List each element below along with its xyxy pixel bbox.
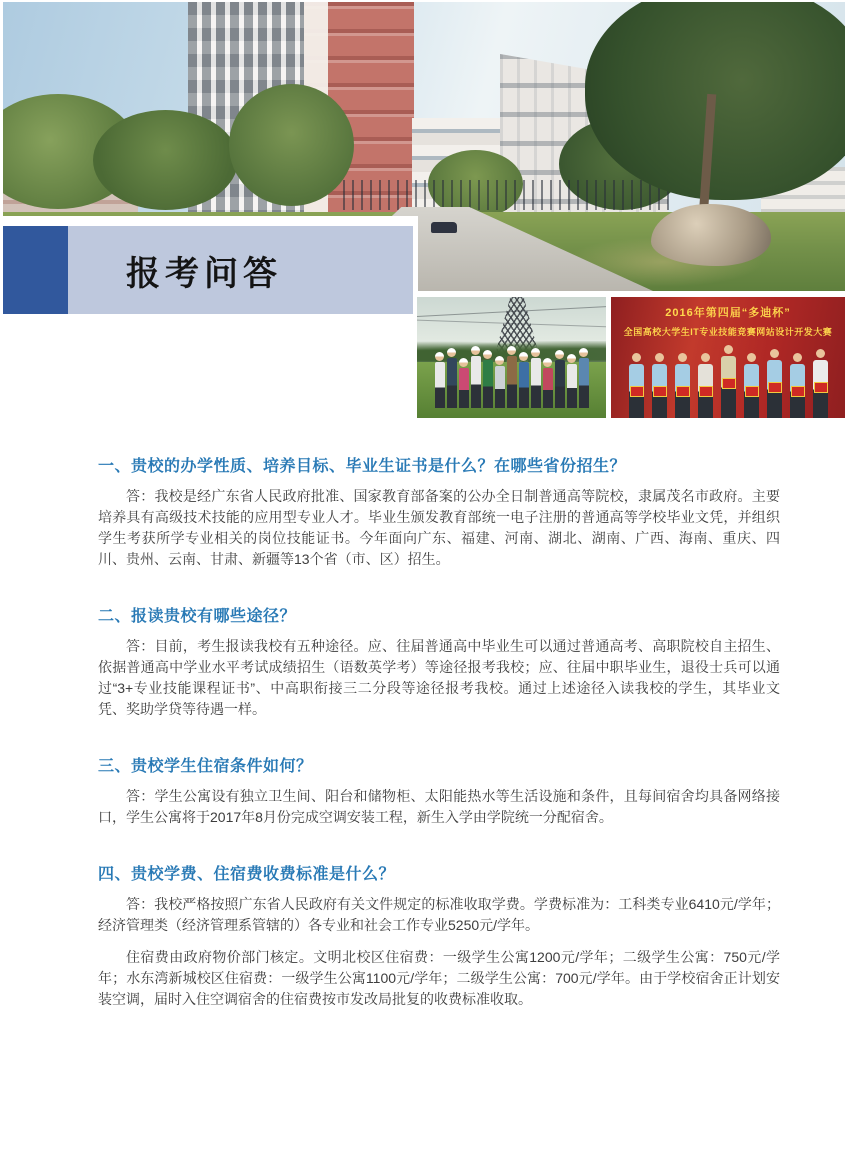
answer-paragraph: 答：我校严格按照广东省人民政府有关文件规定的标准收取学费。学费标准为：工科类专业6410元/学年；经济管理类（经济管理系管辖的）各专业和社会工作专业5250元/学年。 bbox=[98, 896, 780, 933]
title-banner bbox=[3, 226, 413, 314]
person-figure bbox=[813, 360, 828, 418]
person-figure bbox=[698, 364, 713, 418]
person-figure bbox=[629, 364, 644, 418]
person-figure bbox=[579, 358, 589, 408]
person-figure bbox=[721, 356, 736, 418]
answer-paragraph: 答：学生公寓设有独立卫生间、阳台和储物柜、太阳能热水等生活设施和条件，且每间宿舍均具备网络接口，学生公寓将于2017年8月份完成空调安装工程，新生入学由学院统一分配宿舍。 bbox=[98, 788, 780, 825]
students-hardhat-group-photo bbox=[417, 297, 606, 418]
qa-section-4 bbox=[98, 865, 780, 1010]
person-figure bbox=[652, 364, 667, 418]
qa-content bbox=[98, 457, 780, 1047]
question-heading: 四、贵校学费、住宿费收费标准是什么？ bbox=[98, 866, 396, 883]
answer-paragraph: 答：我校是经广东省人民政府批准、国家教育部备案的公办全日制普通高等院校，隶属茂名市政府。主要培养具有高级技术技能的应用型专业人才。毕业生颁发教育部统一电子注册的普通高等学校毕业文凭，并组织学生考获所学专业相关的岗位技能证书。今年面向广东、福建、河南、湖北、湖南、广西、海南、重庆、四川、贵州、云南、甘肃、新疆等13个省（市、区）招生。 bbox=[98, 488, 780, 567]
person-figure bbox=[435, 362, 445, 408]
question-heading: 二、报读贵校有哪些途径？ bbox=[98, 608, 297, 625]
person-figure bbox=[483, 360, 493, 408]
award-banner-subtitle: 全国高校大学生IT专业技能竞赛网站设计开发大赛 bbox=[623, 327, 833, 337]
question-heading: 一、贵校的办学性质、培养目标、毕业生证书是什么？在哪些省份招生？ bbox=[98, 458, 627, 475]
parked-car bbox=[431, 222, 457, 233]
person-figure bbox=[507, 356, 517, 408]
qa-section-3 bbox=[98, 757, 780, 828]
qa-section-2 bbox=[98, 607, 780, 720]
person-figure bbox=[555, 360, 565, 408]
banner-bar bbox=[68, 226, 413, 314]
person-figure bbox=[447, 358, 457, 408]
person-figure bbox=[531, 358, 541, 408]
person-figure bbox=[519, 362, 529, 408]
person-figure bbox=[790, 364, 805, 418]
person-figure bbox=[744, 364, 759, 418]
person-figure bbox=[567, 364, 577, 408]
student-crowd bbox=[417, 356, 606, 408]
answer-paragraph: 住宿费由政府物价部门核定。文明北校区住宿费：一级学生公寓1200元/学年；二级学生公寓：750元/学年；水东湾新城校区住宿费：一级学生公寓1100元/学年；二级学生公寓：700元/学年。由于学校宿舍正计划安装空调，届时入住空调宿舍的住宿费按市发改局批复的收费标准收取。 bbox=[98, 949, 780, 1007]
tree-canopy bbox=[229, 84, 354, 206]
tree-canopy bbox=[93, 110, 238, 210]
person-figure bbox=[471, 356, 481, 408]
award-ceremony-photo bbox=[611, 297, 845, 418]
banner-accent-square bbox=[3, 226, 68, 314]
person-figure bbox=[675, 364, 690, 418]
person-figure bbox=[495, 366, 505, 408]
iron-fence bbox=[343, 180, 673, 210]
landscape-rock bbox=[651, 204, 771, 266]
person-figure bbox=[459, 368, 469, 408]
qa-section-1 bbox=[98, 457, 780, 570]
page-title: 报考问答 bbox=[126, 254, 282, 293]
person-figure bbox=[543, 368, 553, 408]
award-banner-title: 2016年第四届“多迪杯” bbox=[665, 307, 791, 319]
answer-paragraph: 答：目前，考生报读我校有五种途径。应、往届普通高中毕业生可以通过普通高考、高职院校自主招生、依据普通高中学业水平考试成绩招生（语数英学考）等途径报考我校；应、往届中职毕业生，退役士兵可以通过“3+专业技能课程证书”、中高职衔接三二分段等途径报考我校。通过上述途径入读我校的学生，其毕业文凭、奖助学贷等待遇一样。 bbox=[98, 638, 780, 717]
person-figure bbox=[767, 360, 782, 418]
award-winners-row bbox=[611, 356, 845, 418]
question-heading: 三、贵校学生住宿条件如何？ bbox=[98, 758, 313, 775]
